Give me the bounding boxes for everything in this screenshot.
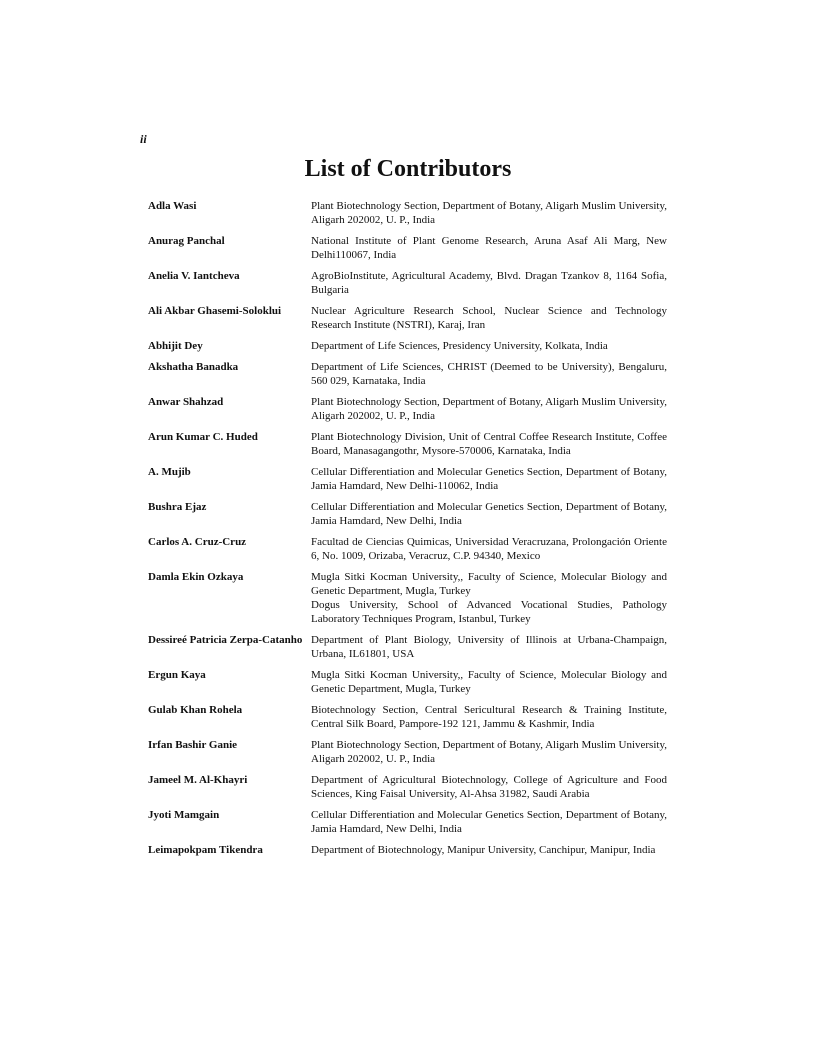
contributor-affiliations (311, 773, 667, 801)
contributor-entry (148, 430, 668, 458)
contributor-affiliations (311, 808, 667, 836)
contributor-affiliations (311, 500, 667, 528)
contributor-entry (148, 570, 668, 626)
contributor-name: Carlos A. Cruz-Cruz (148, 536, 247, 548)
contributor-affiliations (311, 199, 667, 227)
affiliation: Department of Biotechnology, Manipur University, Canchipur, Manipur, India (311, 844, 656, 856)
affiliation: Department of Agricultural Biotechnology, College of Agriculture and Food Sciences, King Faisal University, Al-Ahsa 31982, Saudi Arabia (311, 774, 667, 800)
contributor-name: Anelia V. Iantcheva (148, 270, 240, 282)
contributor-entry (148, 668, 668, 696)
contributor-list (148, 199, 668, 864)
contributor-name: Damla Ekin Ozkaya (148, 571, 244, 583)
contributor-affiliations (311, 430, 667, 458)
contributor-entry (148, 269, 668, 297)
affiliation: Plant Biotechnology Section, Department of Botany, Aligarh Muslim University, Aligarh 202002, U. P., India (311, 739, 667, 765)
contributor-affiliations (311, 269, 667, 297)
contributor-entry (148, 535, 668, 563)
affiliation: National Institute of Plant Genome Research, Aruna Asaf Ali Marg, New Delhi110067, India (311, 235, 667, 261)
contributor-affiliations (311, 304, 667, 332)
contributor-affiliations (311, 738, 667, 766)
contributor-entry (148, 199, 668, 227)
contributor-entry (148, 843, 668, 857)
page-number: ii (140, 132, 147, 146)
contributor-entry (148, 360, 668, 388)
contributor-entry (148, 395, 668, 423)
contributor-affiliations (311, 535, 667, 563)
contributor-name: Abhijit Dey (148, 340, 203, 352)
contributor-name: Arun Kumar C. Huded (148, 431, 258, 443)
contributor-affiliations (311, 703, 667, 731)
contributor-name: Adla Wasi (148, 200, 197, 212)
contributor-affiliations (311, 668, 667, 696)
contributor-affiliations (311, 339, 667, 353)
contributor-affiliations (311, 843, 667, 857)
contributor-name: Akshatha Banadka (148, 361, 239, 373)
affiliation: Nuclear Agriculture Research School, Nuclear Science and Technology Research Institute (NSTRI), Karaj, Iran (311, 305, 667, 331)
contributor-entry (148, 738, 668, 766)
contributor-affiliations (311, 465, 667, 493)
contributor-name: Bushra Ejaz (148, 501, 207, 513)
contributor-name: Leimapokpam Tikendra (148, 844, 263, 856)
affiliation: Department of Life Sciences, CHRIST (Deemed to be University), Bengaluru, 560 029, Karnataka, India (311, 361, 667, 387)
contributor-name: Dessireé Patricia Zerpa-Catanho (148, 634, 303, 646)
affiliation: Facultad de Ciencias Quimicas, Universidad Veracruzana, Prolongación Oriente 6, No. 1009, Orizaba, Veracruz, C.P. 94340, Mexico (311, 536, 667, 562)
affiliation: Plant Biotechnology Section, Department of Botany, Aligarh Muslim University, Aligarh 202002, U. P., India (311, 200, 667, 226)
contributor-name: Jameel M. Al-Khayri (148, 774, 248, 786)
contributor-entry (148, 500, 668, 528)
affiliation: Mugla Sitki Kocman University,, Faculty of Science, Molecular Biology and Genetic Department, Mugla, Turkey (311, 571, 667, 597)
contributor-name: Anurag Panchal (148, 235, 225, 247)
affiliation: Cellular Differentiation and Molecular Genetics Section, Department of Botany, Jamia Hamdard, New Delhi, India (311, 809, 667, 835)
contributor-affiliations (311, 395, 667, 423)
contributor-entry (148, 703, 668, 731)
contributor-affiliations (311, 633, 667, 661)
contributor-name: Ali Akbar Ghasemi-Soloklui (148, 305, 282, 317)
affiliation: Plant Biotechnology Division, Unit of Central Coffee Research Institute, Coffee Board, Manasagangothr, Mysore-570006, Karnataka, India (311, 431, 667, 457)
contributor-name: Jyoti Mamgain (148, 809, 220, 821)
contributor-name: Irfan Bashir Ganie (148, 739, 238, 751)
affiliation: Cellular Differentiation and Molecular Genetics Section, Department of Botany, Jamia Hamdard, New Delhi, India (311, 501, 667, 527)
contributor-entry (148, 633, 668, 661)
affiliation: Department of Plant Biology, University of Illinois at Urbana-Champaign, Urbana, IL61801, USA (311, 634, 667, 660)
contributor-entry (148, 304, 668, 332)
contributor-name: Gulab Khan Rohela (148, 704, 243, 716)
contributor-entry (148, 808, 668, 836)
contributor-name: A. Mujib (148, 466, 191, 478)
affiliation: Cellular Differentiation and Molecular Genetics Section, Department of Botany, Jamia Hamdard, New Delhi-110062, India (311, 466, 667, 492)
contributor-affiliations (311, 570, 667, 626)
affiliation: Department of Life Sciences, Presidency University, Kolkata, India (311, 340, 608, 352)
contributor-name: Ergun Kaya (148, 669, 206, 681)
contributor-name: Anwar Shahzad (148, 396, 224, 408)
affiliation: Mugla Sitki Kocman University,, Faculty of Science, Molecular Biology and Genetic Department, Mugla, Turkey (311, 669, 667, 695)
affiliation: Biotechnology Section, Central Sericultural Research & Training Institute, Central Silk Board, Pampore-192 121, Jammu & Kashmir, India (311, 704, 667, 730)
affiliation: Plant Biotechnology Section, Department of Botany, Aligarh Muslim University, Aligarh 202002, U. P., India (311, 396, 667, 422)
page-title: List of Contributors (304, 156, 512, 182)
contributor-entry (148, 773, 668, 801)
affiliation: AgroBioInstitute, Agricultural Academy, Blvd. Dragan Tzankov 8, 1164 Sofia, Bulgaria (311, 270, 667, 296)
contributor-entry (148, 234, 668, 262)
contributor-affiliations (311, 234, 667, 262)
contributor-entry (148, 465, 668, 493)
contributor-entry (148, 339, 668, 353)
affiliation: Dogus University, School of Advanced Vocational Studies, Pathology Laboratory Techniques Program, Istanbul, Turkey (311, 599, 667, 625)
contributor-affiliations (311, 360, 667, 388)
